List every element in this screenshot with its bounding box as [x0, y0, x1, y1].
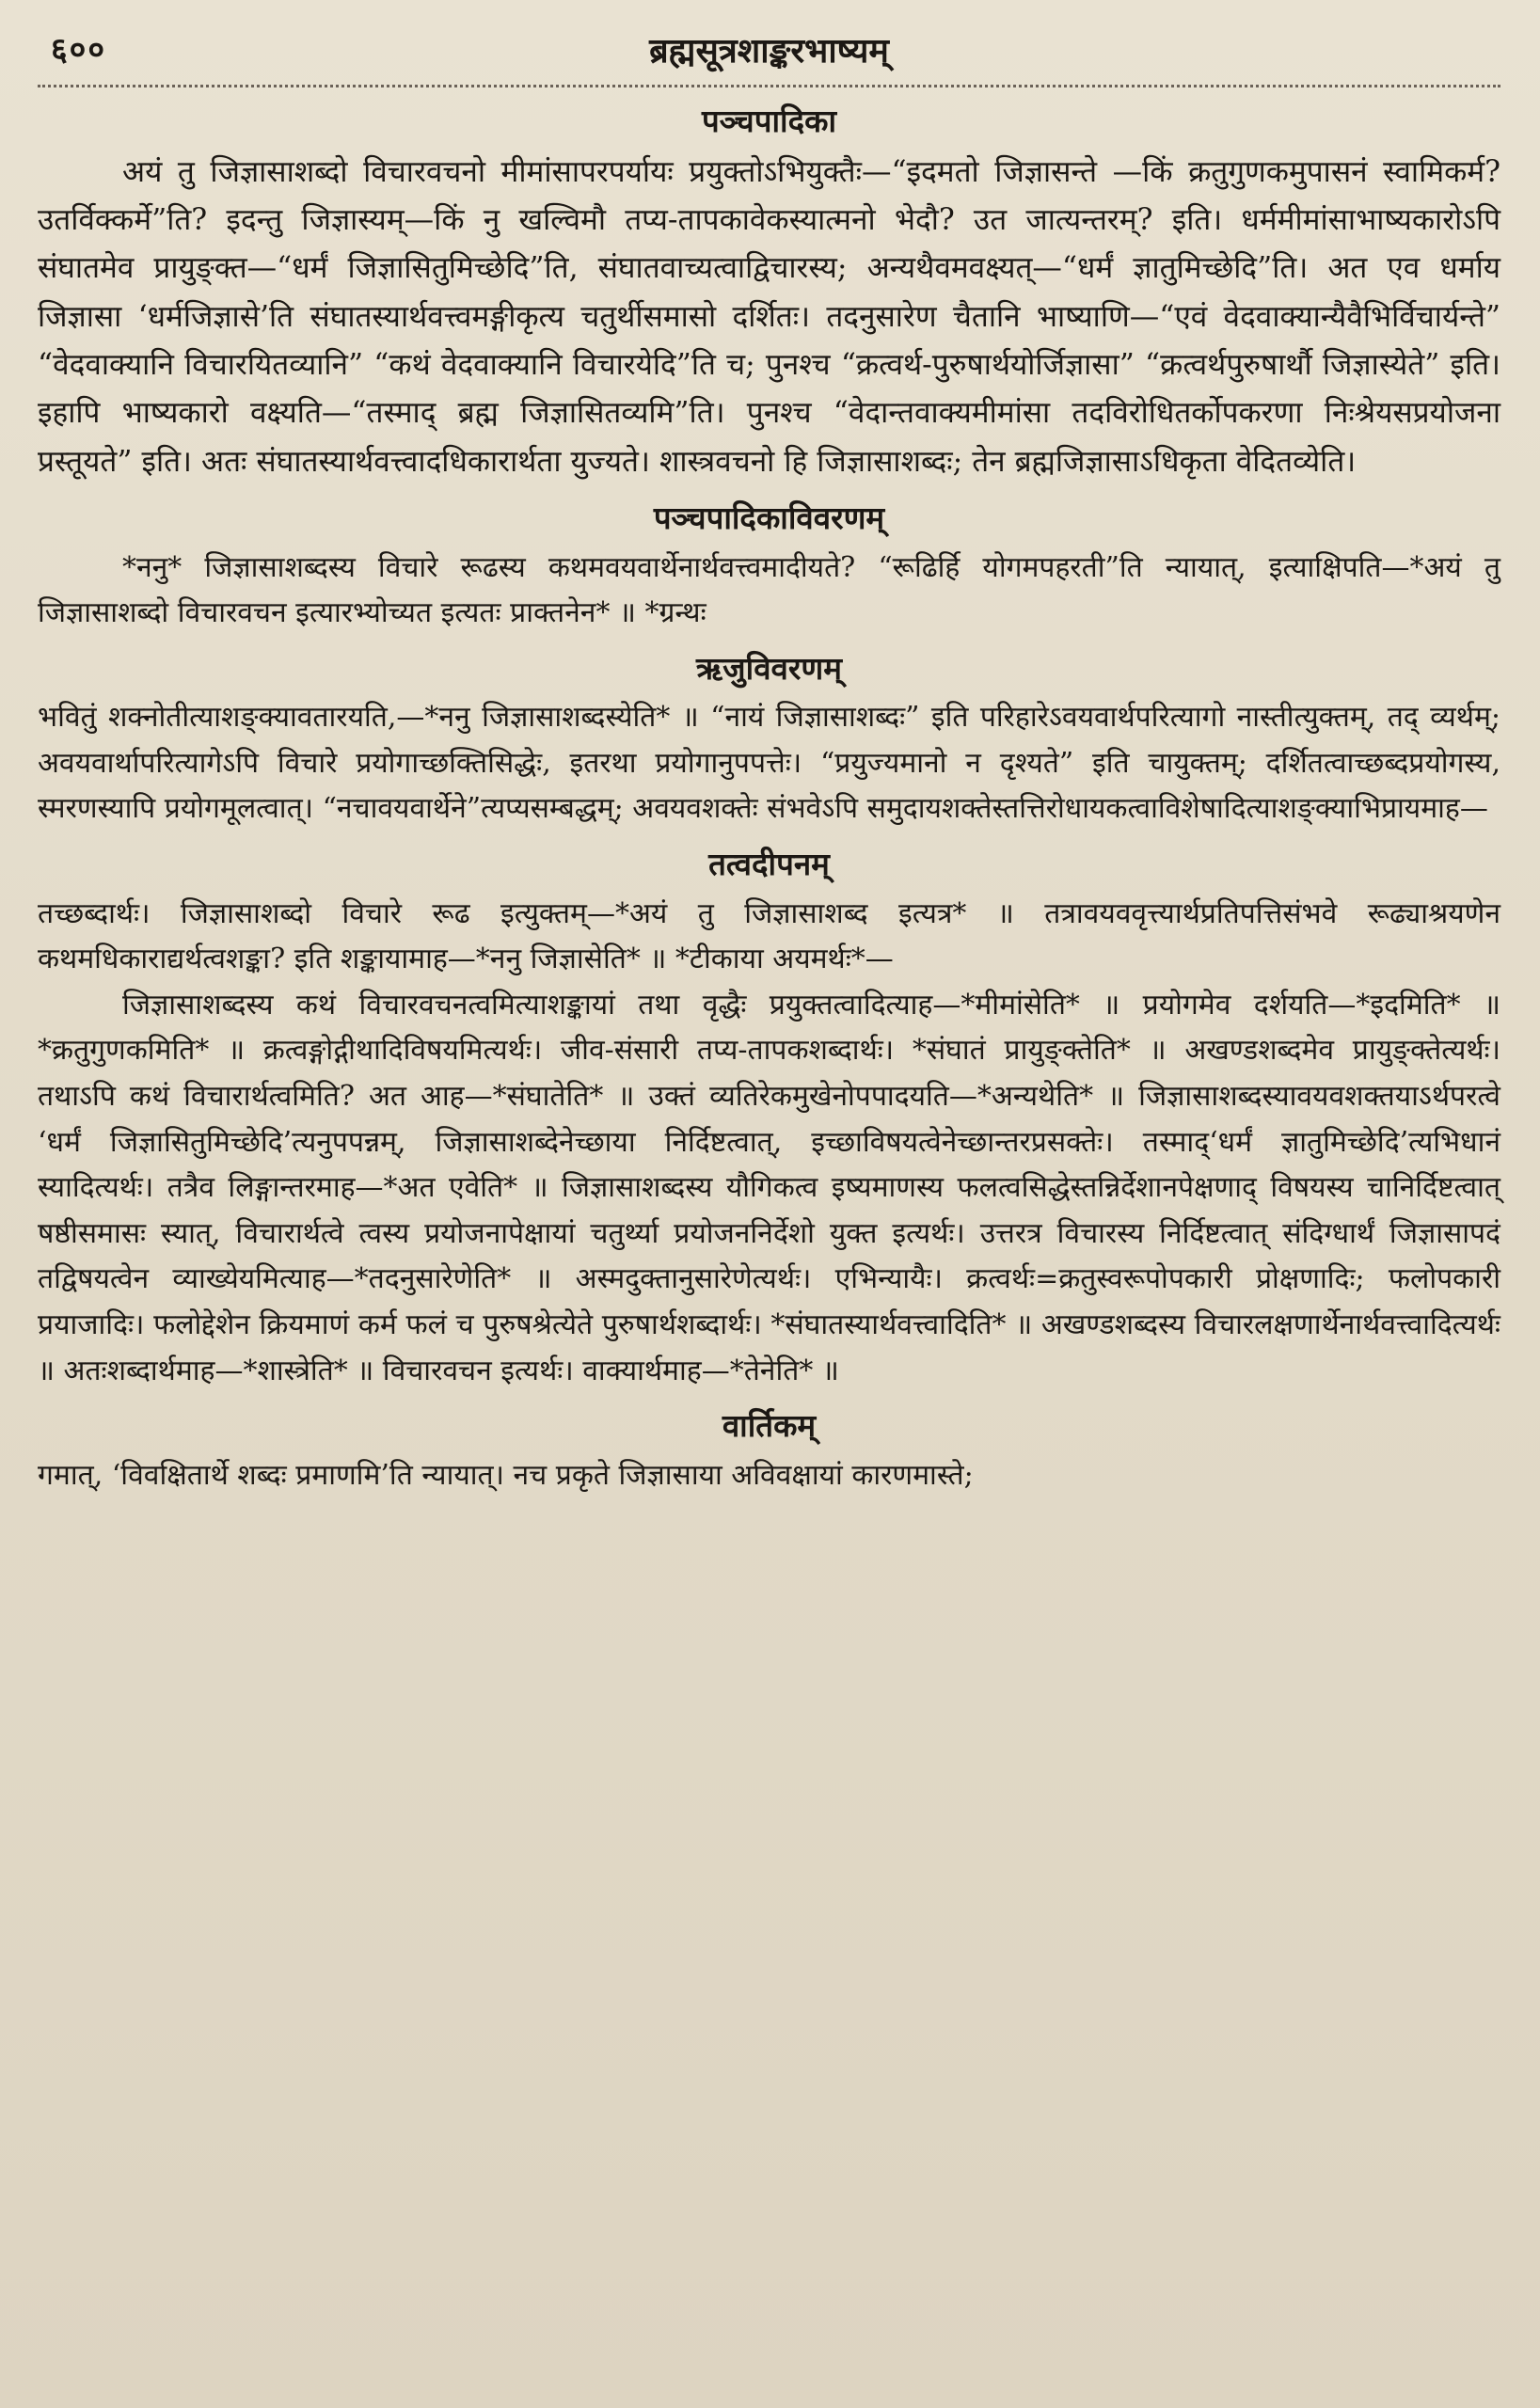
commentary-paragraph: अयं तु जिज्ञासाशब्दो विचारवचनो मीमांसापरपर्यायः प्रयुक्तोऽभियुक्तैः—“इदमतो जिज्ञासन्ते —किं क्रतुगुणकमुपासनं स्वामिकर्म? उतर्विक्कर्मे”ति? इदन्तु जिज्ञास्यम्—किं नु खल्विमौ तप्य-तापकावेकस्यात्मनो भेदौ? उत जात्यन्तरम्? इति। धर्ममीमांसाभाष्यकारोऽपि संघातमेव प्रायुङ्क्त—“धर्मं जिज्ञासितुमिच्छेदि”ति, संघातवाच्यत्वाद्विचारस्य; अन्यथैवमवक्ष्यत्—“धर्मं ज्ञातुमिच्छेदि”ति। अत एव धर्माय जिज्ञासा ‘धर्मजिज्ञासे’ति संघातस्यार्थवत्त्वमङ्गीकृत्य चतुर्थीसमासो दर्शितः। तदनुसारेण चैतानि भाष्याणि—“एवं वेदवाक्यान्यैवैभिर्विचार्यन्ते” “वेदवाक्यानि विचारयितव्यानि” “कथं वेदवाक्यानि विचारयेदि”ति च; पुनश्च “क्रत्वर्थ-पुरुषार्थयोर्जिज्ञासा” “क्रत्वर्थपुरुषार्थौ जिज्ञास्येते” इति। इहापि भाष्यकारो वक्ष्यति—“तस्माद् ब्रह्म जिज्ञासितव्यमि”ति। पुनश्च “वेदान्तवाक्यमीमांसा तदविरोधितर्कोपकरणा निःश्रेयसप्रयोजना प्रस्तूयते” इति। अतः संघातस्यार्थवत्त्वादधिकारार्थता युज्यते। शास्त्रवचनो हि जिज्ञासाशब्दः; तेन ब्रह्मजिज्ञासाऽधिकृता वेदितव्येति।: [38, 154, 1500, 479]
section-heading: पञ्चपादिका: [701, 103, 837, 139]
section-heading: पञ्चपादिकाविवरणम्: [653, 499, 885, 536]
section-heading: ऋजुविवरणम्: [696, 649, 842, 687]
commentary-paragraph: भवितुं शक्नोतीत्याशङ्क्यावतारयति,—*ननु जिज्ञासाशब्दस्येति* ॥ “नायं जिज्ञासाशब्दः” इति परिहारेऽवयवार्थपरित्यागो नास्तीत्युक्तम्, तद् व्यर्थम्; अवयवार्थापरित्यागेऽपि विचारे प्रयोगाच्छक्तिसिद्धेः, इतरथा प्रयोगानुपपत्तेः। “प्रयुज्यमानो न दृश्यते” इति चायुक्तम्; दर्शितत्वाच्छब्दप्रयोगस्य, स्मरणस्यापि प्रयोगमूलत्वात्। “नचावयवार्थेने”त्यप्यसम्बद्धम्; अवयवशक्तेः संभवेऽपि समुदायशक्तेस्तत्तिरोधायकत्वाविशेषादित्याशङ्क्याभिप्रायमाह—: [38, 701, 1500, 826]
section-riju-vivarana: [38, 648, 1500, 832]
commentary-paragraph: जिज्ञासाशब्दस्य कथं विचारवचनत्वमित्याशङ्कायां तथा वृद्धैः प्रयुक्तत्वादित्याह—*मीमांसेति* ॥ प्रयोगमेव दर्शयति—*इदमिति* ॥ *क्रतुगुणकमिति* ॥ क्रत्वङ्गोद्गीथादिविषयमित्यर्थः। जीव-संसारी तप्य-तापकशब्दार्थः। *संघातं प्रायुङ्क्तेति* ॥ अखण्डशब्दमेव प्रायुङ्क्तेत्यर्थः। तथाऽपि कथं विचारार्थत्वमिति? अत आह—*संघातेति* ॥ उक्तं व्यतिरेकमुखेनोपपादयति—*अन्यथेति* ॥ जिज्ञासाशब्दस्यावयवशक्तयाऽर्थपरत्वे ‘धर्मं जिज्ञासितुमिच्छेदि’त्यनुपपन्नम्, जिज्ञासाशब्देनेच्छाया निर्दिष्टत्वात्, इच्छाविषयत्वेनेच्छान्तरप्रसक्तेः। तस्माद्‘धर्मं ज्ञातुमिच्छेदि’त्यभिधानं स्यादित्यर्थः। तत्रैव लिङ्गान्तरमाह—*अत एवेति* ॥ जिज्ञासाशब्दस्य यौगिकत्व इष्यमाणस्य फलत्वसिद्धेस्तन्निर्देशानपेक्षणाद् विषयस्य चानिर्दिष्टत्वात् षष्ठीसमासः स्यात्, विचारार्थत्वे त्वस्य प्रयोजनापेक्षायां चतुर्थ्या प्रयोजननिर्देशो युक्त इत्यर्थः। उत्तरत्र विचारस्य निर्दिष्टत्वात् संदिग्धार्थं जिज्ञासापदं तद्विषयत्वेन व्याख्येयमित्याह—*तदनुसारेणेति* ॥ अस्मदुक्तानुसारेणेत्यर्थः। एभिन्यायैः। क्रत्वर्थः=क्रतुस्वरूपोपकारी प्रोक्षणादिः; फलोपकारी प्रयाजादिः। फलोद्देशेन क्रियमाणं कर्म फलं च पुरुषश्रेत्येते पुरुषार्थशब्दार्थः। *संघातस्यार्थवत्त्वादिति* ॥ अखण्डशब्दस्य विचारलक्षणार्थेनार्थवत्त्वादित्यर्थः ॥ अतःशब्दार्थमाह—*शास्त्रेति* ॥ विचारवचन इत्यर्थः। वाक्यार्थमाह—*तेनेति* ॥: [38, 988, 1500, 1387]
commentary-paragraph: तच्छब्दार्थः। जिज्ञासाशब्दो विचारे रूढ इत्युक्तम्—*अयं तु जिज्ञासाशब्द इत्यत्र* ॥ तत्रावयववृत्त्यार्थप्रतिपत्तिसंभवे रूढ्याश्रयणेन कथमधिकाराद्यर्थत्वशङ्का? इति शङ्कायामाह—*ननु जिज्ञासेति* ॥ *टीकाया अयमर्थः*—: [38, 896, 1500, 976]
section-vartika: [38, 1405, 1500, 1498]
commentary-paragraph: गमात्, ‘विवक्षितार्थे शब्दः प्रमाणमि’ति न्यायात्। नच प्रकृते जिज्ञासाया अविवक्षायां कारणमास्ते;: [38, 1458, 974, 1492]
page-number: ६००: [51, 31, 107, 69]
header-divider: [38, 85, 1500, 87]
running-head: [38, 21, 1500, 79]
section-tattvadipana: [38, 844, 1500, 1394]
section-panchapadika: [38, 101, 1500, 486]
section-panchapadika-vivarana: [38, 498, 1500, 637]
section-heading: तत्वदीपनम्: [708, 846, 830, 883]
section-heading: वार्तिकम्: [722, 1407, 817, 1445]
page-header-title: ब्रह्मसूत्रशाङ्करभाष्यम्: [649, 31, 889, 71]
commentary-paragraph: *ननु* जिज्ञासाशब्दस्य विचारे रूढस्य कथमवयवार्थेनार्थवत्त्वमादीयते? “रूढिर्हि योगमपहरती”ति न्यायात्, इत्याक्षिपति—*अयं तु जिज्ञासाशब्दो विचारवचन इत्यारभ्योच्यत इत्यतः प्राक्तनेन* ॥ *ग्रन्थः: [38, 550, 1500, 630]
